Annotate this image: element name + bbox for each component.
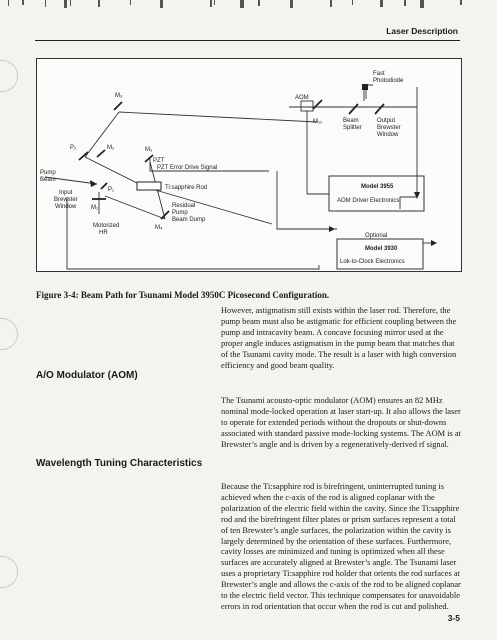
aom-block [301,101,313,111]
photodiode-output-line [400,87,417,209]
photodiode [362,84,368,90]
output-window [375,104,384,114]
model-3930-subtitle: Lok-to-Clock Electronics [340,259,405,265]
figure-caption: Figure 3-4: Beam Path for Tsunami Model 3950C Picosecond Configuration. [36,290,330,300]
output-window-label: Output Brewster Window [377,118,401,138]
model-3955-subtitle: AOM Driver Electronics [337,198,400,204]
paragraph-aom: The Tsunami acousto-optic modulator (AOM) ensures an 82 MHz nominal mode-locked operation at laser start-up. It also allows the laser to operate for extended periods without the dropouts or shut-downs associated with standard passive mode-locking systems. The AOM is at Brewster’s angle and is driven by a regeneratively-derived rf signal. [221,396,461,449]
mirror-m9 [114,102,122,110]
beam-path-figure [36,58,462,272]
residual-pump-label: Residual Pump Beam Dump [172,203,206,223]
prism-p2 [79,152,88,160]
motorized-hr-label: Motorized HR [93,223,120,236]
model-3955-box [329,176,424,211]
fast-photodiode-label: Fast Photodiode [373,71,404,84]
m1-label: M₁ [91,205,99,211]
optional-label: Optional [365,233,388,239]
pzt-label: PZT [153,158,165,164]
ti-rod-label: Ti:sapphire Rod [165,185,208,191]
pump-beam-label: Pump Beam [40,170,56,183]
cavity-beam-line [119,112,317,122]
m3-label: M₃ [145,147,153,153]
lok-arrow [431,240,437,246]
page-number: 3-5 [447,613,460,623]
feedback-arrow [414,192,420,199]
paragraph-astigmatism: However, astigmatism still exists within the laser rod. Therefore, the pump beam must also be astigmatic for efficient coupling between the pump and intracavity beam. A concave focusing mirror used at the proper angle induces astigmatism in the pump beam that matches that of the Tsunami cavity mode. The result is a laser with high conversion efficiency and good beam quality. [221,306,457,370]
model-3955-title: Model 3955 [361,184,394,190]
mirror-m2 [97,150,105,157]
prism-p1 [101,183,107,189]
pzt-arrow [329,226,335,232]
binder-hole-mark [0,556,18,588]
m4-label: M₄ [155,225,163,231]
p2-label: P₂ [70,145,77,151]
m10-label: M₁₀ [313,119,323,125]
ti-sapphire-rod [137,182,161,190]
pzt-error-label: PZT Error Drive Signal [157,165,218,171]
heading-tuning: Wavelength Tuning Characteristics [36,458,203,469]
beam-splitter [349,104,358,114]
m9-label: M₉ [115,93,123,99]
mirror-m3 [145,155,153,162]
beam-splitter-label: Beam Splitter [343,118,362,131]
aom-label: AOM [295,95,309,101]
mirror-m10 [313,100,322,109]
paragraph-tuning: Because the Ti:sapphire rod is birefringent, uninterrupted tuning is achieved when the c-axis of the rod is aligned coplanar with the polarization of the electric field within the cavity. Since the Ti:sapphire rod and the birefringent filter plates or prism surfaces represent a total of ten Brewster’s angle surfaces, the polarization within the cavity is largely determined by the orientation of these surfaces. Furthermore, cavity losses are minimized and tuning is optimized when all these surfaces are accurately aligned at Brewster’s angle. The Tsunami laser uses a proprietary Ti:sapphire rod holder that orients the rod surfaces at Brewster’s angle and allows the c-axis of the rod to be aligned coplanar to the electric field vector. This technique compensates for unavoidable errors in rod orientation that occur when the rod is cut and polished. [221,482,461,611]
p1-label: P₁ [108,187,115,193]
model-3930-title: Model 3930 [365,246,398,252]
scan-artifact-bar [0,0,497,10]
header-rule [35,40,460,41]
heading-aom: A/O Modulator (AOM) [36,370,138,381]
m2-label: M₂ [107,145,115,151]
section-header: Laser Description [386,26,458,36]
pump-beam-arrow [90,180,97,187]
cavity-beam-line [105,196,165,219]
beam-path-diagram [37,59,461,271]
input-window-label: Input Brewster Window [54,190,78,210]
binder-hole-mark [0,60,18,92]
binder-hole-mark [0,318,18,350]
